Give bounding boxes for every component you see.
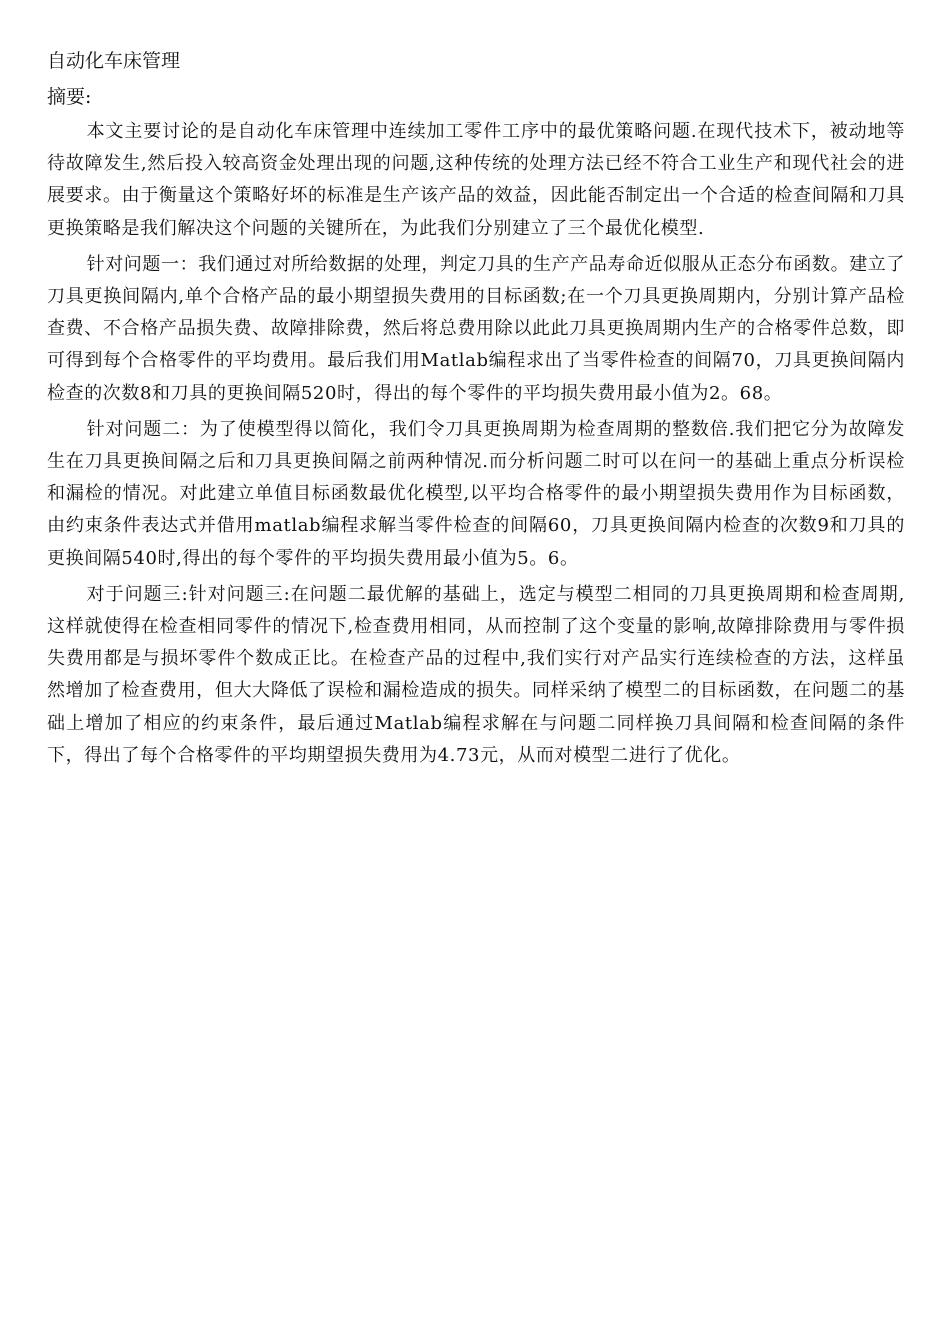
abstract-paragraph-problem-3: 对于问题三:针对问题三:在问题二最优解的基础上，选定与模型二相同的刀具更换周期和检查周期,这样就使得在检查相同零件的情况下,检查费用相同，从而控制了这个变量的影响,故障排除费用与零件损失费用都是与损坏零件个数成正比。在检查产品的过程中,我们实行对产品实行连续检查的方法，这样虽然增加了检查费用，但大大降低了误检和漏检造成的损失。同样采纳了模型二的目标函数，在问题二的基础上增加了相应的约束条件，最后通过Matlab编程求解在与问题二同样换刀具间隔和检查间隔的条件下，得出了每个合格零件的平均期望损失费用为4.73元，从而对模型二进行了优化。 xyxy=(47,583,905,766)
abstract-label: 摘要: xyxy=(47,86,92,108)
abstract-paragraph-problem-1: 针对问题一：我们通过对所给数据的处理，判定刀具的生产产品寿命近似服从正态分布函数。建立了刀具更换间隔内,单个合格产品的最小期望损失费用的目标函数;在一个刀具更换周期内，分别计算产品检查费、不合格产品损失费、故障排除费，然后将总费用除以此此刀具更换周期内生产的合格零件总数，即可得到每个合格零件的平均费用。最后我们用Matlab编程求出了当零件检查的间隔70，刀具更换间隔内检查的次数8和刀具的更换间隔520时，得出的每个零件的平均损失费用最小值为2。68。 xyxy=(47,253,905,404)
document-title: 自动化车床管理 xyxy=(47,50,181,72)
abstract-paragraph-intro: 本文主要讨论的是自动化车床管理中连续加工零件工序中的最优策略问题.在现代技术下，被动地等待故障发生,然后投入较高资金处理出现的问题,这种传统的处理方法已经不符合工业生产和现代社会的进展要求。由于衡量这个策略好坏的标准是生产该产品的效益，因此能否制定出一个合适的检查间隔和刀具更换策略是我们解决这个问题的关键所在，为此我们分别建立了三个最优化模型. xyxy=(47,121,905,239)
abstract-paragraph-problem-2: 针对问题二：为了使模型得以简化，我们令刀具更换周期为检查周期的整数倍.我们把它分为故障发生在刀具更换间隔之后和刀具更换间隔之前两种情况.而分析问题二时可以在问一的基础上重点分析误检和漏检的情况。对此建立单值目标函数最优化模型,以平均合格零件的最小期望损失费用作为目标函数，由约束条件表达式并借用matlab编程求解当零件检查的间隔60，刀具更换间隔内检查的次数9和刀具的更换间隔540时,得出的每个零件的平均损失费用最小值为5。6。 xyxy=(47,418,905,569)
document-page xyxy=(47,48,905,776)
